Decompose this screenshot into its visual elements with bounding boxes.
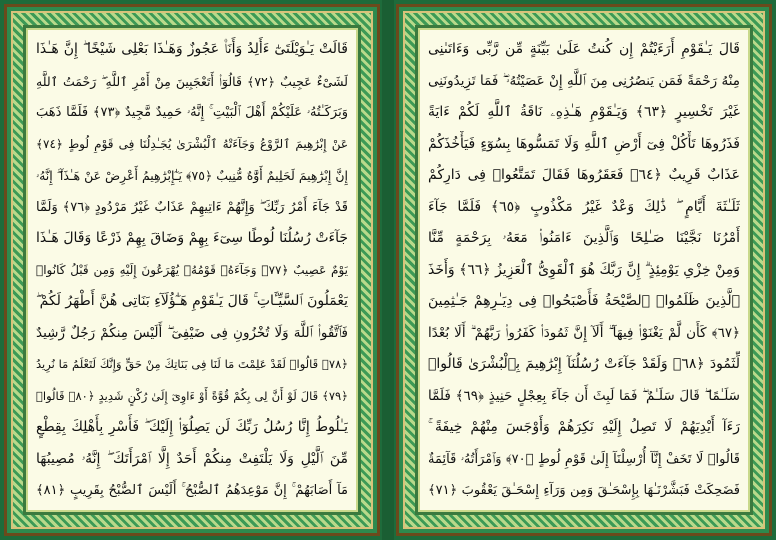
- verse-line: فَضَحِكَتْ فَبَشَّرْنَـٰهَا بِإِسْحَـٰقَ وَمِن وَرَآءِ إِسْحَـٰقَ يَعْقُوبَ ﴿٧١﴾: [428, 483, 740, 498]
- verse-line: لَشَىْءٌ عَجِيبٌ ﴿٧٢﴾ قَالُوٓا۟ أَتَعْجَبِينَ مِنْ أَمْرِ ٱللَّهِ ۖ رَحْمَتُ ٱللَّهِ: [36, 73, 348, 89]
- verse-line: يَوْمٌ عَصِيبٌ ﴿٧٧﴾ وَجَآءَهُۥ قَوْمُهُۥ يُهْرَعُونَ إِلَيْهِ وَمِن قَبْلُ كَانُوا۟: [36, 262, 348, 277]
- verse-line: عَذَابٌ قَرِيبٌ ﴿٦٤﴾ فَعَقَرُوهَا فَقَالَ تَمَتَّعُوا۟ فِى دَارِكُمْ: [428, 167, 740, 183]
- verse-line: وَمِنْ خِزْىِ يَوْمِئِذٍ ۗ إِنَّ رَبَّكَ هُوَ ٱلْقَوِىُّ ٱلْعَزِيزُ ﴿٦٦﴾ وَأَخَذَ: [428, 261, 740, 278]
- right-page: [396, 4, 772, 536]
- verse-line: سَلَـٰمًا ۖ قَالَ سَلَـٰمٌ ۖ فَمَا لَبِثَ أَن جَآءَ بِعِجْلٍ حَنِيذٍ ﴿٦٩﴾ فَلَمَّا: [428, 387, 740, 404]
- verse-line: عَنْ إِبْرَٰهِيمَ ٱلرَّوْعُ وَجَآءَتْهُ ٱلْبُشْرَىٰ يُجَـٰدِلُنَا فِى قَوْمِ لُوطٍ ﴿٧٤﴾: [36, 136, 348, 151]
- left-page: [4, 4, 380, 536]
- right-page-lines: [428, 36, 740, 504]
- verse-line: قَدْ جَآءَ أَمْرُ رَبِّكَ ۖ وَإِنَّهُمْ ءَاتِيهِمْ عَذَابٌ غَيْرُ مَرْدُودٍ ﴿٧٦﴾ وَلَمَّا: [36, 199, 348, 215]
- verse-line: يَـٰلُوطُ إِنَّا رُسُلُ رَبِّكَ لَن يَصِلُوٓا۟ إِلَيْكَ ۖ فَأَسْرِ بِأَهْلِكَ بِقِطْعٍ: [36, 419, 348, 435]
- verse-line: ﴿٧٨﴾ قَالُوا۟ لَقَدْ عَلِمْتَ مَا لَنَا فِى بَنَاتِكَ مِنْ حَقٍّ وَإِنَّكَ لَتَعْلَمُ مَا نُرِيدُ: [36, 357, 348, 371]
- verse-line: قَالَتْ يَـٰوَيْلَتَىٰٓ ءَأَلِدُ وَأَنَا۠ عَجُوزٌ وَهَـٰذَا بَعْلِى شَيْخًا ۖ إِنَّ هَـٰذَا: [36, 41, 348, 57]
- verse-line: قَالَ يَـٰقَوْمِ أَرَءَيْتُمْ إِن كُنتُ عَلَىٰ بَيِّنَةٍ مِّن رَّبِّى وَءَاتَىٰنِى: [428, 41, 740, 57]
- verse-line: مَآ أَصَابَهُمْ ۚ إِنَّ مَوْعِدَهُمُ ٱلصُّبْحُ ۚ أَلَيْسَ ٱلصُّبْحُ بِقَرِيبٍ ﴿٨١﴾: [36, 483, 348, 498]
- verse-line: فَٱتَّقُوا۟ ٱللَّهَ وَلَا تُخْزُونِ فِى ضَيْفِىٓ ۖ أَلَيْسَ مِنكُمْ رَجُلٌ رَّشِيدٌ: [36, 324, 348, 341]
- right-page-text-panel: [415, 25, 753, 515]
- verse-line: قَالُوا۟ لَا تَخَفْ إِنَّآ أُرْسِلْنَآ إِلَىٰ قَوْمِ لُوطٍ ﴿٧٠﴾ وَٱمْرَأَتُهُۥ قَآئِمَةٌ: [428, 451, 740, 467]
- verse-line: وَبَرَكَـٰتُهُۥ عَلَيْكُمْ أَهْلَ ٱلْبَيْتِ ۚ إِنَّهُۥ حَمِيدٌ مَّجِيدٌ ﴿٧٣﴾ فَلَمَّا ذَهَبَ: [36, 105, 348, 120]
- verse-line: رَءَآ أَيْدِيَهُمْ لَا تَصِلُ إِلَيْهِ نَكِرَهُمْ وَأَوْجَسَ مِنْهُمْ خِيفَةً ۚ: [428, 419, 740, 435]
- verse-line: مِّنَ ٱلَّيْلِ وَلَا يَلْتَفِتْ مِنكُمْ أَحَدٌ إِلَّا ٱمْرَأَتَكَ ۖ إِنَّهُۥ مُصِيبُهَا: [36, 450, 348, 467]
- left-page-lines: [36, 36, 348, 504]
- verse-line: ﴿٧٩﴾ قَالَ لَوْ أَنَّ لِى بِكُمْ قُوَّةً أَوْ ءَاوِىٓ إِلَىٰ رُكْنٍ شَدِيدٍ ﴿٨٠﴾ قَالُوا۟: [36, 388, 348, 403]
- verse-line: لِّثَمُودَ ﴿٦٨﴾ وَلَقَدْ جَآءَتْ رُسُلُنَآ إِبْرَٰهِيمَ بِٱلْبُشْرَىٰ قَالُوا۟: [428, 356, 740, 372]
- verse-line: أَمْرُنَا نَجَّيْنَا صَـٰلِحًا وَٱلَّذِينَ ءَامَنُوا۟ مَعَهُۥ بِرَحْمَةٍ مِّنَّا: [428, 230, 740, 246]
- verse-line: فَذَرُوهَا تَأْكُلْ فِىٓ أَرْضِ ٱللَّهِ وَلَا تَمَسُّوهَا بِسُوٓءٍ فَيَأْخُذَكُمْ: [428, 135, 740, 152]
- verse-line: ﴿٦٧﴾ كَأَن لَّمْ يَغْنَوْا۟ فِيهَآ ۗ أَلَآ إِنَّ ثَمُودَا۟ كَفَرُوا۟ رَبَّهُمْ ۗ أَلَا بُعْدًا: [428, 324, 740, 341]
- verse-line: ٱلَّذِينَ ظَلَمُوا۟ ٱلصَّيْحَةُ فَأَصْبَحُوا۟ فِى دِيَـٰرِهِمْ جَـٰثِمِينَ: [428, 293, 740, 309]
- verse-line: إِنَّ إِبْرَٰهِيمَ لَحَلِيمٌ أَوَّٰهٌ مُّنِيبٌ ﴿٧٥﴾ يَـٰٓإِبْرَٰهِيمُ أَعْرِضْ عَنْ هَـٰذَآ ۖ إِنَّهُۥ: [36, 168, 348, 183]
- verse-line: ثَلَـٰثَةَ أَيَّامٍ ۖ ذَٰلِكَ وَعْدٌ غَيْرُ مَكْذُوبٍ ﴿٦٥﴾ فَلَمَّا جَآءَ: [428, 198, 740, 215]
- verse-line: غَيْرَ تَخْسِيرٍ ﴿٦٣﴾ وَيَـٰقَوْمِ هَـٰذِهِۦ نَاقَةُ ٱللَّهِ لَكُمْ ءَايَةً: [428, 104, 740, 120]
- page-gutter: [382, 0, 394, 540]
- verse-line: يَعْمَلُونَ ٱلسَّيِّـَٔاتِ ۚ قَالَ يَـٰقَوْمِ هَـٰٓؤُلَآءِ بَنَاتِى هُنَّ أَطْهَرُ لَكُمْ ۖ: [36, 293, 348, 309]
- left-page-text-panel: [23, 25, 361, 515]
- verse-line: جَآءَتْ رُسُلُنَا لُوطًا سِىٓءَ بِهِمْ وَضَاقَ بِهِمْ ذَرْعًا وَقَالَ هَـٰذَا: [36, 230, 348, 246]
- verse-line: مِنْهُ رَحْمَةً فَمَن يَنصُرُنِى مِنَ ٱللَّهِ إِنْ عَصَيْتُهُۥ ۖ فَمَا تَزِيدُونَنِى: [428, 72, 740, 89]
